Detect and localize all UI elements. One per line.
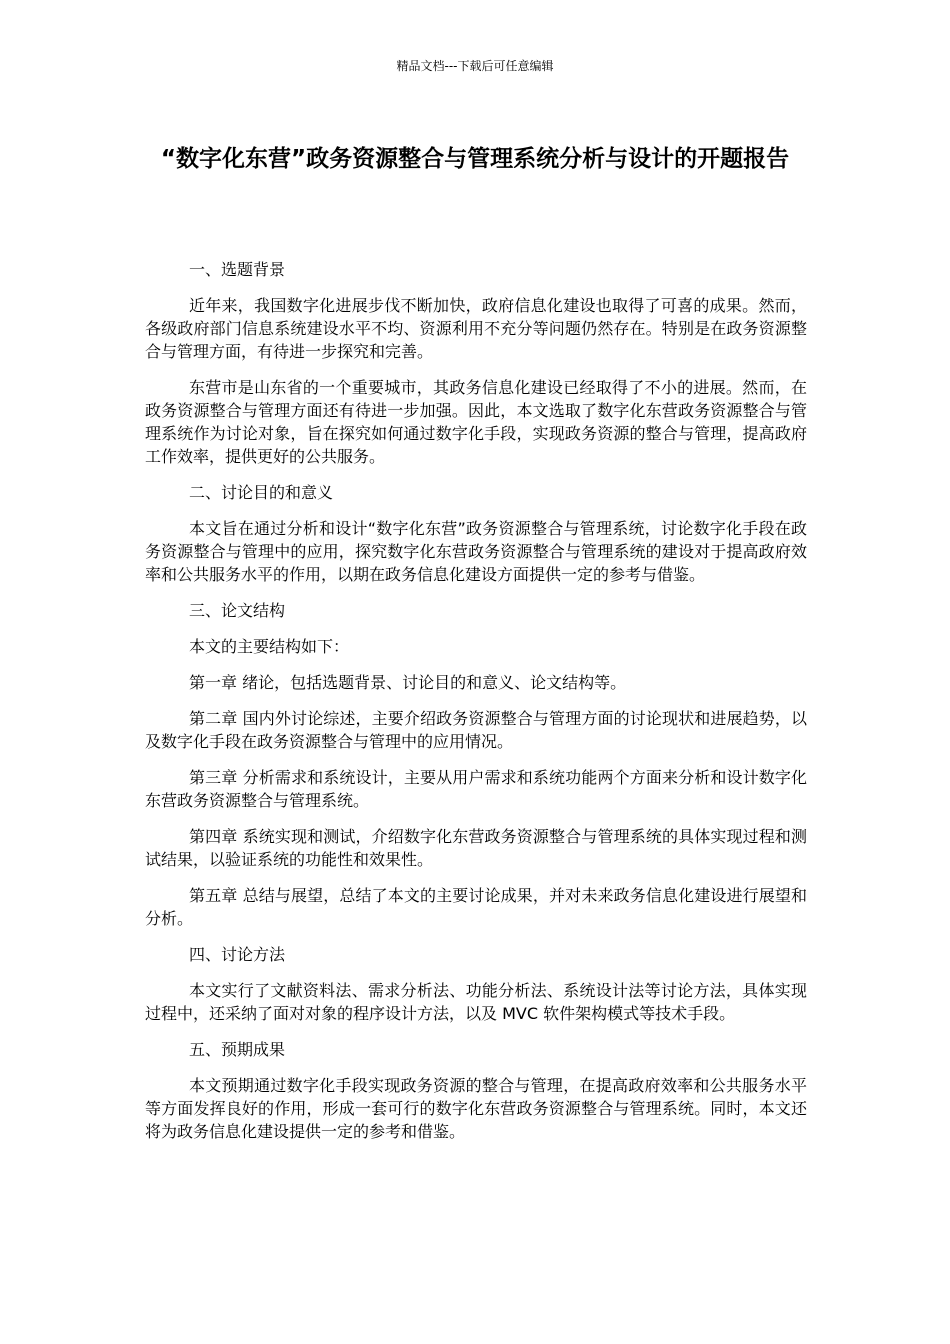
- paragraph-chapter-2: 第二章 国内外讨论综述，主要介绍政务资源整合与管理方面的讨论现状和进展趋势，以及数字化手段在政务资源整合与管理中的应用情况。: [145, 709, 807, 751]
- paragraph-purpose: 本文旨在通过分析和设计“数字化东营”政务资源整合与管理系统，讨论数字化手段在政务资源整合与管理中的应用，探究数字化东营政务资源整合与管理系统的建设对于提高政府效率和公共服务水平的作用，以期在政务信息化建设方面提供一定的参考与借鉴。: [145, 519, 807, 584]
- paragraph-chapter-1: 第一章 绪论，包括选题背景、讨论目的和意义、论文结构等。: [189, 673, 627, 692]
- paragraph-expected-results: 本文预期通过数字化手段实现政务资源的整合与管理，在提高政府效率和公共服务水平等方面发挥良好的作用，形成一套可行的数字化东营政务资源整合与管理系统。同时，本文还将为政务信息化建设提供一定的参考和借鉴。: [145, 1076, 807, 1141]
- section-heading-expected-results: 五、预期成果: [189, 1040, 286, 1059]
- section-heading-structure: 三、论文结构: [189, 601, 286, 620]
- document-body: [145, 258, 807, 1156]
- paragraph-structure-intro: 本文的主要结构如下：: [189, 637, 350, 656]
- section-heading-purpose: 二、讨论目的和意义: [189, 483, 334, 502]
- paragraph-chapter-5: 第五章 总结与展望，总结了本文的主要讨论成果，并对未来政务信息化建设进行展望和分析。: [145, 886, 807, 928]
- header-note: 精品文档---下载后可任意编辑: [396, 59, 554, 73]
- document-title: “数字化东营”政务资源整合与管理系统分析与设计的开题报告: [160, 146, 790, 172]
- section-heading-methods: 四、讨论方法: [189, 945, 286, 964]
- paragraph-chapter-4: 第四章 系统实现和测试，介绍数字化东营政务资源整合与管理系统的具体实现过程和测试结果，以验证系统的功能性和效果性。: [145, 827, 807, 869]
- section-heading-background: 一、选题背景: [189, 260, 286, 279]
- paragraph-background-1: 近年来，我国数字化进展步伐不断加快，政府信息化建设也取得了可喜的成果。然而，各级政府部门信息系统建设水平不均、资源利用不充分等问题仍然存在。特别是在政务资源整合与管理方面，有待进一步探究和完善。: [145, 296, 807, 361]
- paragraph-chapter-3: 第三章 分析需求和系统设计，主要从用户需求和系统功能两个方面来分析和设计数字化东营政务资源整合与管理系统。: [145, 768, 807, 810]
- paragraph-background-2: 东营市是山东省的一个重要城市，其政务信息化建设已经取得了不小的进展。然而，在政务资源整合与管理方面还有待进一步加强。因此，本文选取了数字化东营政务资源整合与管理系统作为讨论对象，旨在探究如何通过数字化手段，实现政务资源的整合与管理，提高政府工作效率，提供更好的公共服务。: [145, 378, 807, 466]
- paragraph-methods: 本文实行了文献资料法、需求分析法、功能分析法、系统设计法等讨论方法，具体实现过程中，还采纳了面对对象的程序设计方法，以及 MVC 软件架构模式等技术手段。: [145, 981, 807, 1023]
